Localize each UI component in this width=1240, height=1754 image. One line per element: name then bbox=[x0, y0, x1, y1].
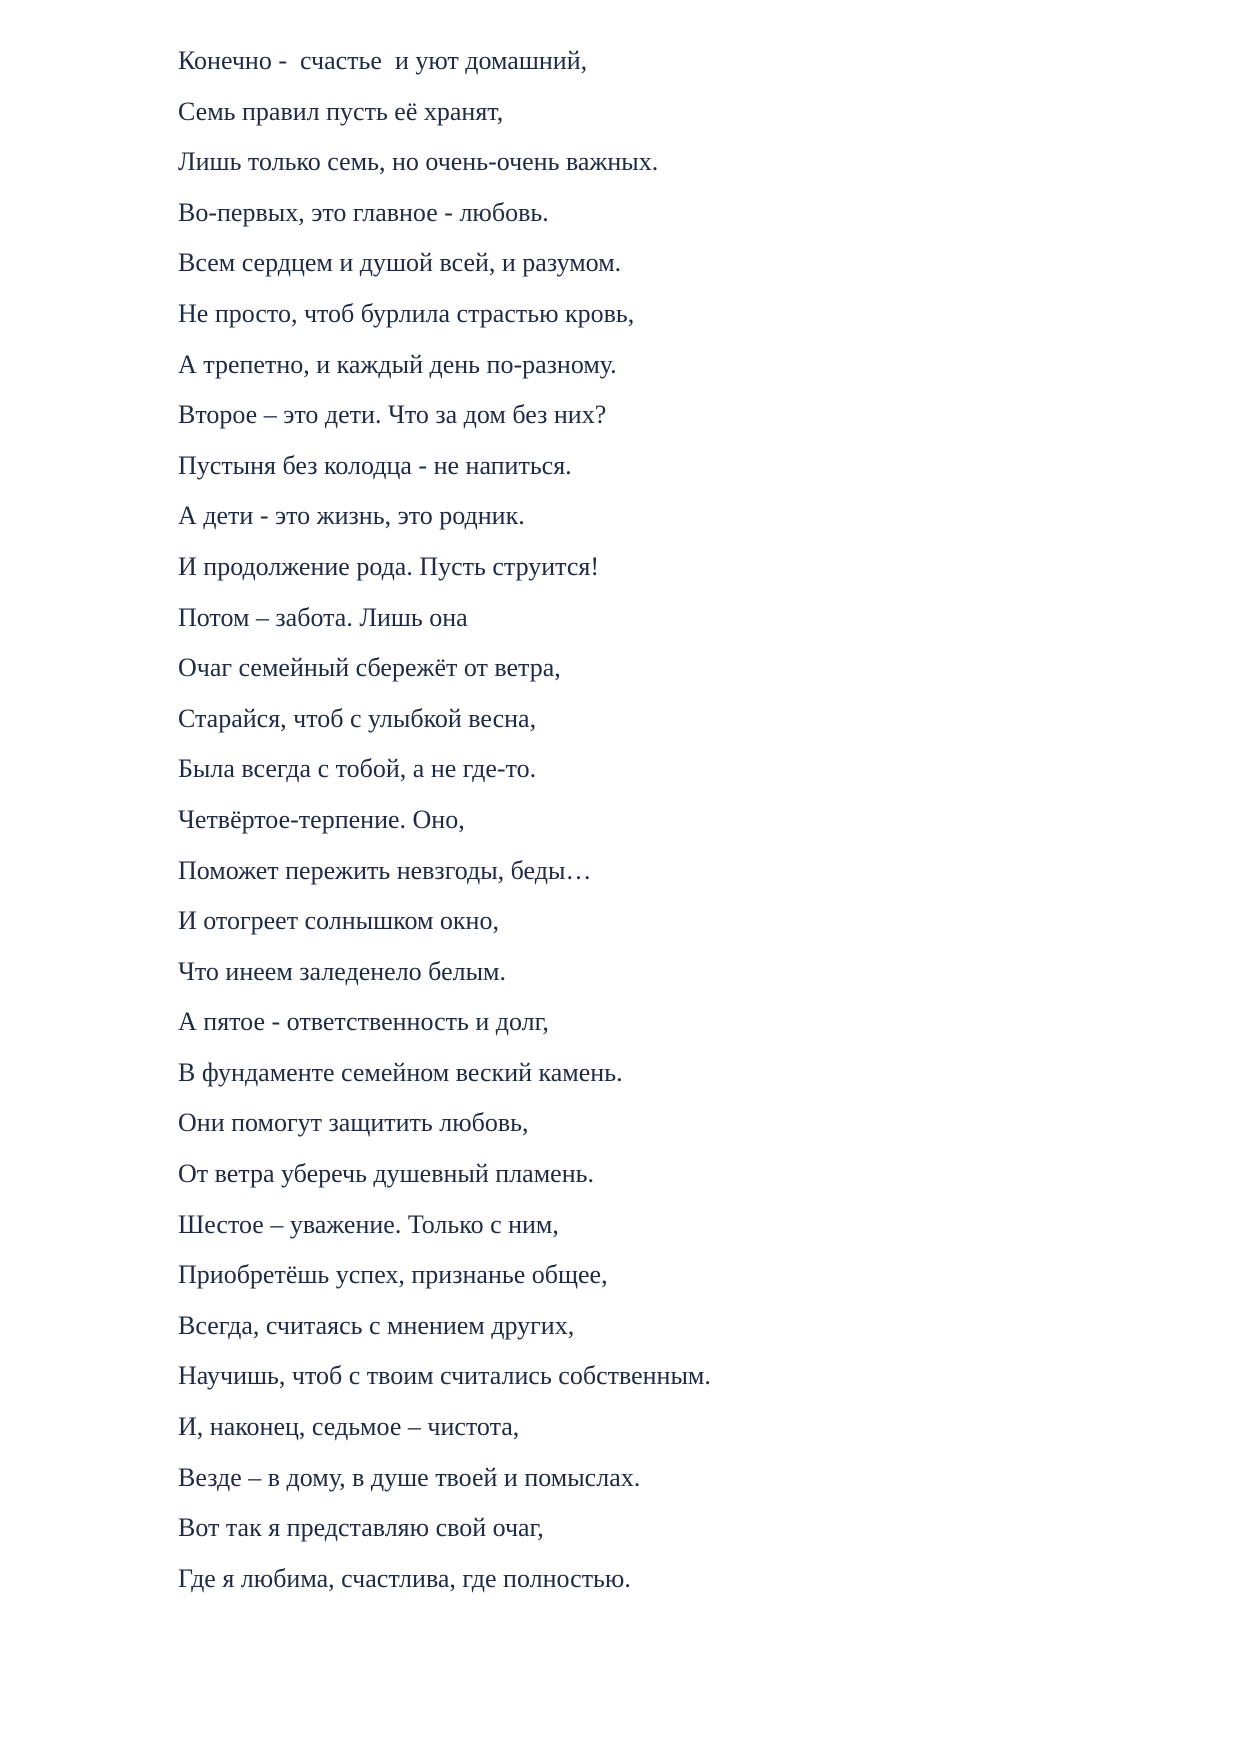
poem-line: Очаг семейный сбережёт от ветра, bbox=[178, 653, 561, 683]
poem-line: Вот так я представляю свой очаг, bbox=[178, 1513, 544, 1543]
poem-line: И продолжение рода. Пусть струится! bbox=[178, 551, 600, 581]
poem-line: В фундаменте семейном веский камень. bbox=[178, 1057, 623, 1087]
poem-line: Пустыня без колодца - не напиться. bbox=[178, 450, 572, 480]
poem-line: Всегда, считаясь с мнением других, bbox=[178, 1310, 575, 1340]
poem-text bbox=[178, 43, 1178, 1611]
poem-line: А трепетно, и каждый день по-разному. bbox=[178, 349, 617, 379]
poem-line: Всем сердцем и душой всей, и разумом. bbox=[178, 248, 622, 278]
poem-line: Что инеем заледенело белым. bbox=[178, 956, 507, 986]
poem-line: Они помогут защитить любовь, bbox=[178, 1108, 529, 1138]
poem-line: Поможет пережить невзгоды, беды… bbox=[178, 855, 592, 885]
poem-line: И отогреет солнышком окно, bbox=[178, 906, 499, 936]
poem-line: Лишь только семь, но очень-очень важных. bbox=[178, 147, 659, 177]
poem-line: Потом – забота. Лишь она bbox=[178, 602, 468, 632]
poem-line: Приобретёшь успех, признанье общее, bbox=[178, 1260, 608, 1290]
poem-line: От ветра уберечь душевный пламень. bbox=[178, 1159, 594, 1189]
poem-line: Была всегда с тобой, а не где-то. bbox=[178, 754, 537, 784]
poem-line: Во-первых, это главное - любовь. bbox=[178, 197, 549, 227]
poem-line: И, наконец, седьмое – чистота, bbox=[178, 1412, 520, 1442]
poem-line: Шестое – уважение. Только с ним, bbox=[178, 1209, 559, 1239]
poem-line: А пятое - ответственность и долг, bbox=[178, 1007, 549, 1037]
poem-line: Научишь, чтоб с твоим считались собственным. bbox=[178, 1361, 711, 1391]
poem-line: Не просто, чтоб бурлила страстью кровь, bbox=[178, 298, 635, 328]
poem-line: Семь правил пусть её хранят, bbox=[178, 96, 504, 126]
poem-line: Везде – в дому, в душе твоей и помыслах. bbox=[178, 1462, 641, 1492]
poem-line: Старайся, чтоб с улыбкой весна, bbox=[178, 703, 537, 733]
poem-line: Конечно - счастье и уют домашний, bbox=[178, 46, 588, 75]
poem-line: А дети - это жизнь, это родник. bbox=[178, 501, 525, 531]
poem-line: Второе – это дети. Что за дом без них? bbox=[178, 400, 607, 430]
poem-line: Четвёртое-терпение. Оно, bbox=[178, 804, 465, 834]
poem-line: Где я любима, счастлива, где полностью. bbox=[178, 1563, 631, 1593]
